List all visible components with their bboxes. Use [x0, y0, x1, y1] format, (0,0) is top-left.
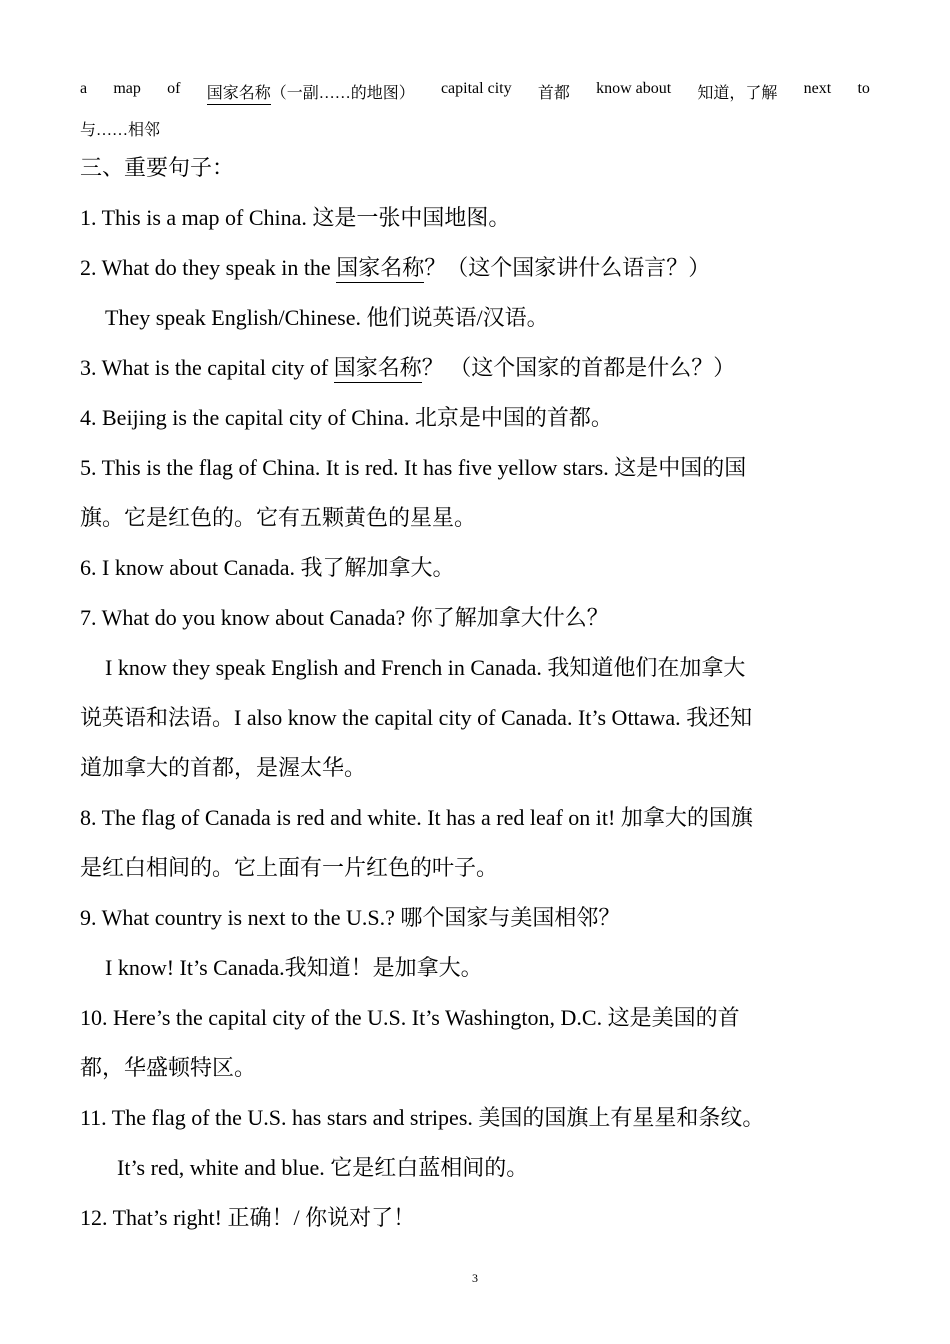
sentence-7-answer: I know they speak English and French in Canada. 我知道他们在加拿大	[105, 655, 746, 680]
sentence-text: 3. What is the capital city of	[80, 355, 334, 380]
sentence-text: 2. What do they speak in the	[80, 255, 337, 280]
sentence-11-cont: It’s red, white and blue. 它是红白蓝相间的。	[117, 1155, 529, 1180]
vocab-word: know about	[596, 80, 672, 97]
vocab-meaning: 首都	[537, 85, 570, 102]
sentence-9: 9. What country is next to the U.S.? 哪个国家与美国相邻？	[80, 905, 621, 930]
sentence-8: 8. The flag of Canada is red and white. It has a red leaf on it! 加拿大的国旗	[80, 805, 753, 830]
country-name-placeholder: 国家名称	[336, 255, 424, 283]
sentence-5: 5. This is the flag of China. It is red. It has five yellow stars. 这是中国的国	[80, 455, 747, 480]
country-name-placeholder: 国家名称	[207, 85, 271, 105]
sentence-2	[80, 251, 710, 282]
vocab-word: map	[113, 80, 141, 97]
vocab-meaning: （一副……的地图）	[270, 85, 415, 102]
sentence-7-cont-2: 道加拿大的首都，是渥太华。	[80, 755, 367, 780]
sentence-text: ？ （这个国家的首都是什么？）	[421, 355, 736, 380]
vocab-word: a	[80, 80, 88, 97]
sentence-9-answer: I know! It’s Canada.我知道！是加拿大。	[105, 955, 483, 980]
vocab-meaning: 知道，了解	[697, 85, 778, 102]
country-name-placeholder: 国家名称	[334, 355, 422, 383]
sentence-2-answer: They speak English/Chinese. 他们说英语/汉语。	[105, 305, 549, 330]
sentence-10: 10. Here’s the capital city of the U.S. It’s Washington, D.C. 这是美国的首	[80, 1005, 740, 1030]
vocab-line-2: 与……相邻	[80, 122, 161, 139]
section-heading: 三、重要句子：	[80, 155, 235, 180]
vocab-word: of	[167, 80, 181, 97]
sentence-1: 1. This is a map of China. 这是一张中国地图。	[80, 205, 511, 230]
sentence-11: 11. The flag of the U.S. has stars and stripes. 美国的国旗上有星星和条纹。	[80, 1105, 765, 1130]
sentence-12: 12. That’s right! 正确！/ 你说对了！	[80, 1205, 416, 1230]
vocab-country-group	[207, 80, 415, 103]
sentence-text: ？（这个国家讲什么语言？）	[424, 255, 711, 280]
vocab-word: next	[803, 80, 832, 97]
sentence-6: 6. I know about Canada. 我了解加拿大。	[80, 555, 455, 580]
vocab-line	[80, 80, 870, 103]
sentence-10-cont: 都，华盛顿特区。	[80, 1055, 257, 1080]
sentence-7: 7. What do you know about Canada? 你了解加拿大什么？	[80, 605, 609, 630]
vocab-word: to	[857, 80, 870, 97]
vocab-word: capital city	[440, 80, 512, 97]
sentence-5-cont: 旗。它是红色的。它有五颗黄色的星星。	[80, 505, 477, 530]
sentence-8-cont: 是红白相间的。它上面有一片红色的叶子。	[80, 855, 499, 880]
sentence-7-cont: 说英语和法语。I also know the capital city of Canada. It’s Ottawa. 我还知	[80, 705, 753, 730]
page-number: 3	[472, 1271, 478, 1285]
sentence-4: 4. Beijing is the capital city of China. 北京是中国的首都。	[80, 405, 613, 430]
sentence-3	[80, 351, 735, 382]
